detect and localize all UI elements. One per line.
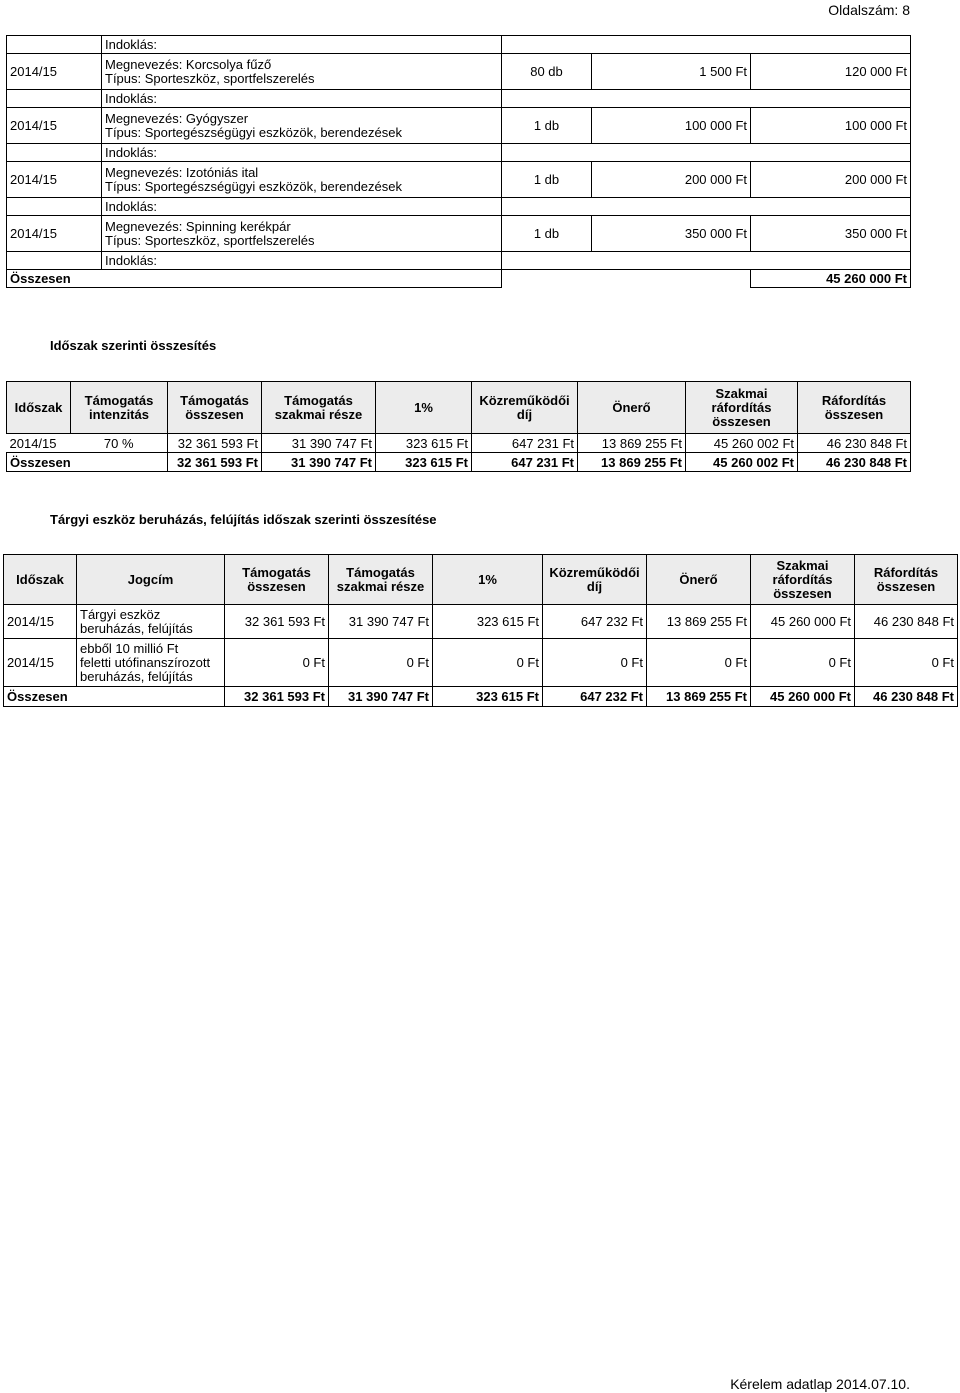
cell: Összesen bbox=[4, 687, 225, 707]
col-header: 1% bbox=[433, 555, 543, 605]
cell: 2014/15 bbox=[4, 605, 77, 639]
jogcim-line: beruházás, felújítás bbox=[80, 668, 193, 684]
cell: 45 260 000 Ft bbox=[751, 687, 855, 707]
item-unit-price: 1 500 Ft bbox=[592, 54, 751, 90]
item-total: 350 000 Ft bbox=[751, 216, 911, 252]
cell: 13 869 255 Ft bbox=[647, 605, 751, 639]
cell: 323 615 Ft bbox=[433, 687, 543, 707]
total-row bbox=[4, 687, 958, 707]
cell: 13 869 255 Ft bbox=[578, 453, 686, 472]
cell: 0 Ft bbox=[751, 639, 855, 687]
summary2-title: Tárgyi eszköz beruházás, felújítás időszak szerinti összesítése bbox=[50, 512, 437, 527]
jogcim-line: feletti utófinanszírozott bbox=[80, 654, 211, 670]
cell: 70 % bbox=[103, 435, 134, 451]
cell: 323 615 Ft bbox=[433, 605, 543, 639]
item-name: Megnevezés: Gyógyszer bbox=[105, 110, 249, 126]
cell: 31 390 747 Ft bbox=[329, 605, 433, 639]
col-header: Szakmai ráfordítás összesen bbox=[686, 382, 798, 434]
page-number: Oldalszám: 8 bbox=[828, 2, 910, 18]
cell: 0 Ft bbox=[855, 639, 958, 687]
cell: 32 361 593 Ft bbox=[225, 687, 329, 707]
item-period: 2014/15 bbox=[7, 162, 102, 198]
indoklas-label: Indoklás: bbox=[102, 90, 502, 108]
col-header: Ráfordítás összesen bbox=[855, 555, 958, 605]
table-row bbox=[4, 639, 958, 687]
cell: 45 260 002 Ft bbox=[686, 453, 798, 472]
cell: 0 Ft bbox=[543, 639, 647, 687]
cell: 46 230 848 Ft bbox=[798, 453, 911, 472]
indoklas-label: Indoklás: bbox=[102, 198, 502, 216]
cell: 0 Ft bbox=[433, 639, 543, 687]
item-type: Típus: Sportegészségügyi eszközök, berendezések bbox=[105, 178, 403, 194]
col-header: Támogatás intenzitás bbox=[71, 382, 168, 434]
item-total: 200 000 Ft bbox=[751, 162, 911, 198]
table-row bbox=[4, 605, 958, 639]
indoklas-label: Indoklás: bbox=[102, 252, 502, 270]
jogcim-line: ebből 10 millió Ft bbox=[80, 640, 179, 656]
items-total-value: 45 260 000 Ft bbox=[751, 270, 911, 288]
item-qty: 80 db bbox=[502, 54, 592, 90]
summary1-title: Időszak szerinti összesítés bbox=[50, 338, 217, 353]
item-unit-price: 100 000 Ft bbox=[592, 108, 751, 144]
item-total: 120 000 Ft bbox=[751, 54, 911, 90]
cell: 0 Ft bbox=[329, 639, 433, 687]
item-unit-price: 200 000 Ft bbox=[592, 162, 751, 198]
total-row bbox=[7, 453, 911, 472]
cell: 647 231 Ft bbox=[472, 453, 578, 472]
jogcim-line: beruházás, felújítás bbox=[80, 620, 193, 636]
item-qty: 1 db bbox=[502, 162, 592, 198]
item-period: 2014/15 bbox=[7, 54, 102, 90]
item-type: Típus: Sporteszköz, sportfelszerelés bbox=[105, 232, 315, 248]
jogcim-line: Tárgyi eszköz bbox=[80, 606, 161, 622]
item-name: Megnevezés: Spinning kerékpár bbox=[105, 218, 291, 234]
item-period: 2014/15 bbox=[7, 108, 102, 144]
cell: 0 Ft bbox=[647, 639, 751, 687]
indoklas-label: Indoklás: bbox=[102, 144, 502, 162]
footer-label: Kérelem adatlap 2014.07.10. bbox=[730, 1376, 910, 1392]
cell: 647 232 Ft bbox=[543, 605, 647, 639]
cell: 13 869 255 Ft bbox=[647, 687, 751, 707]
indoklas-label: Indoklás: bbox=[102, 36, 502, 54]
item-name: Megnevezés: Korcsolya fűző bbox=[105, 56, 272, 72]
cell: 46 230 848 Ft bbox=[855, 687, 958, 707]
cell: 46 230 848 Ft bbox=[798, 434, 911, 453]
col-header: Ráfordítás összesen bbox=[798, 382, 911, 434]
col-header: Önerő bbox=[578, 382, 686, 434]
col-header: Támogatás szakmai része bbox=[262, 382, 376, 434]
col-header: Közreműködői díj bbox=[472, 382, 578, 434]
col-header: Támogatás összesen bbox=[225, 555, 329, 605]
item-type: Típus: Sportegészségügyi eszközök, berendezések bbox=[105, 124, 403, 140]
table-row bbox=[7, 434, 911, 453]
cell: 32 361 593 Ft bbox=[168, 453, 262, 472]
items-table bbox=[6, 35, 911, 288]
col-header: Időszak bbox=[4, 555, 77, 605]
col-header: 1% bbox=[376, 382, 472, 434]
cell: 323 615 Ft bbox=[376, 453, 472, 472]
cell: 647 231 Ft bbox=[472, 434, 578, 453]
col-header: Önerő bbox=[647, 555, 751, 605]
col-header: Támogatás szakmai része bbox=[329, 555, 433, 605]
cell: 31 390 747 Ft bbox=[262, 434, 376, 453]
cell: 2014/15 bbox=[4, 639, 77, 687]
cell: 2014/15 bbox=[9, 435, 57, 451]
cell: 45 260 000 Ft bbox=[751, 605, 855, 639]
col-header: Támogatás összesen bbox=[168, 382, 262, 434]
col-header: Időszak bbox=[7, 382, 71, 434]
item-qty: 1 db bbox=[502, 216, 592, 252]
item-type: Típus: Sporteszköz, sportfelszerelés bbox=[105, 70, 315, 86]
items-total-label: Összesen bbox=[7, 270, 502, 288]
item-total: 100 000 Ft bbox=[751, 108, 911, 144]
cell: 32 361 593 Ft bbox=[168, 434, 262, 453]
cell: 0 Ft bbox=[225, 639, 329, 687]
item-name: Megnevezés: Izotóniás ital bbox=[105, 164, 259, 180]
cell: 46 230 848 Ft bbox=[855, 605, 958, 639]
cell: Összesen bbox=[7, 453, 168, 472]
cell: 323 615 Ft bbox=[376, 434, 472, 453]
summary1-table bbox=[6, 381, 911, 472]
item-unit-price: 350 000 Ft bbox=[592, 216, 751, 252]
cell: 31 390 747 Ft bbox=[329, 687, 433, 707]
cell: 45 260 002 Ft bbox=[686, 434, 798, 453]
summary2-table bbox=[3, 554, 958, 707]
cell: 13 869 255 Ft bbox=[578, 434, 686, 453]
col-header: Jogcím bbox=[77, 555, 225, 605]
col-header: Szakmai ráfordítás összesen bbox=[751, 555, 855, 605]
item-period: 2014/15 bbox=[7, 216, 102, 252]
cell: 31 390 747 Ft bbox=[262, 453, 376, 472]
cell: 647 232 Ft bbox=[543, 687, 647, 707]
cell: 32 361 593 Ft bbox=[225, 605, 329, 639]
item-qty: 1 db bbox=[502, 108, 592, 144]
col-header: Közreműködői díj bbox=[543, 555, 647, 605]
